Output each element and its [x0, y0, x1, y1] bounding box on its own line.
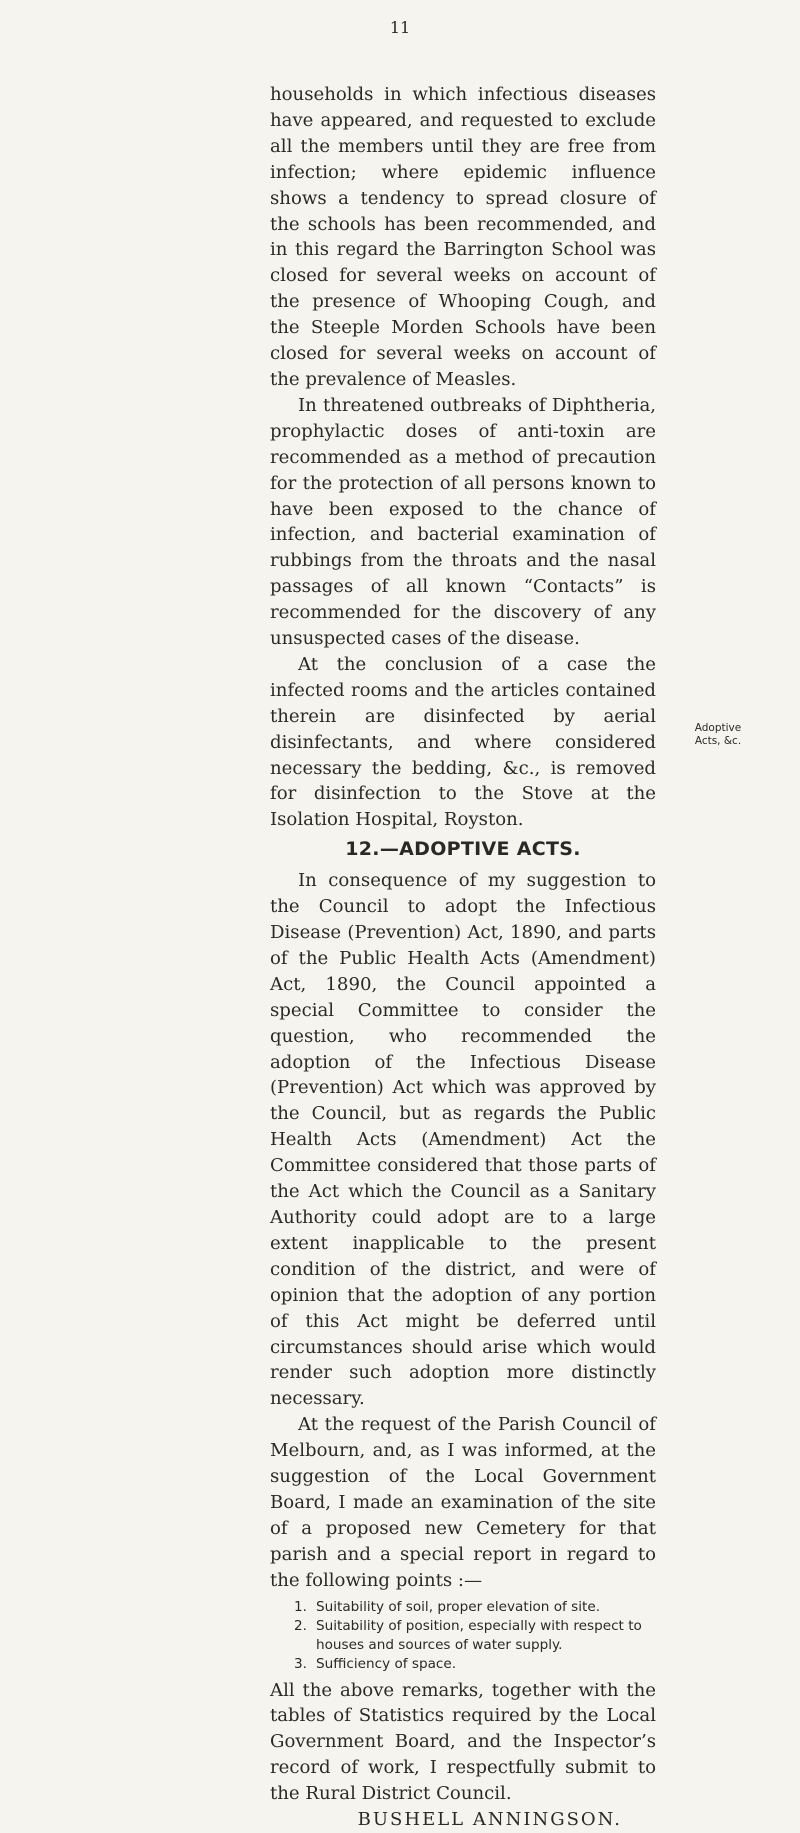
points-list: [270, 1598, 656, 1674]
paragraph: households in which infectious diseases have appeared, and requested to exclude all the members until they are free from infection; where epidemic influence shows a tendency to spread closure of the schools has been recommended, and in this regard the Barrington School was closed for several weeks on account of the presence of Whooping Cough, and the Steeple Morden Schools have been closed for several weeks on account of the prevalence of Measles.: [270, 84, 656, 390]
list-item: [294, 1598, 656, 1617]
report-body: [270, 82, 656, 1833]
list-text: Sufficiency of space.: [316, 1655, 457, 1672]
paragraph: At the conclusion of a case the infected rooms and the articles contained therein are disinfected by aerial disinfectants, and where considered necessary the bedding, &c., is removed for disinfection to the Stove at the Isolation Hospital, Royston.: [270, 653, 656, 831]
paragraph: At the request of the Parish Council of Melbourn, and, as I was informed, at the suggestion of the Local Government Board, I made an examination of the site of a proposed new Cemetery for that parish and a special report in regard to the following points :—: [270, 1414, 656, 1591]
margin-note: Adoptive Acts, &c.: [694, 722, 742, 747]
closing-paragraph: All the above remarks, together with the tables of Statistics required by the Local Government Board, and the Inspector’s record of work, I respectfully submit to the Rural District Council.: [270, 1679, 656, 1805]
list-number: 3.: [294, 1655, 307, 1672]
paragraph: In consequence of my suggestion to the Council to adopt the Infectious Disease (Prevention) Act, 1890, and parts of the Public Health Acts (Amendment) Act, 1890, the Council appointed a special Committee to consider the question, who recommended the adoption of the Infectious Disease (Prevention) Act which was approved by the Council, but as regards the Public Health Acts (Amendment) Act the Committee considered that those parts of the Act which the Council as a Sanitary Authority could adopt are to a large extent inapplicable to the present condition of the district, and were of opinion that the adoption of any portion of this Act might be deferred until circumstances should arise which would render such adoption more distinctly necessary.: [270, 870, 656, 1410]
paragraph: In threatened outbreaks of Diphtheria, prophylactic doses of anti-toxin are recommended as a method of precaution for the protection of all persons known to have been exposed to the chance of infection, and bacterial examination of rubbings from the throats and the nasal passages of all known “Contacts” is recommended for the discovery of any unsuspected cases of the disease.: [270, 394, 656, 650]
signature: BUSHELL ANNINGSON.: [357, 1809, 622, 1831]
list-number: 2.: [294, 1617, 307, 1634]
list-text: Suitability of soil, proper elevation of site.: [316, 1598, 601, 1615]
list-item: [294, 1617, 656, 1655]
page-number: 11: [389, 18, 411, 37]
list-number: 1.: [294, 1598, 307, 1615]
list-item: [294, 1655, 656, 1674]
section-heading: 12.—ADOPTIVE ACTS.: [345, 838, 581, 861]
list-text: Suitability of position, especially with respect to houses and sources of water supply.: [316, 1617, 642, 1653]
